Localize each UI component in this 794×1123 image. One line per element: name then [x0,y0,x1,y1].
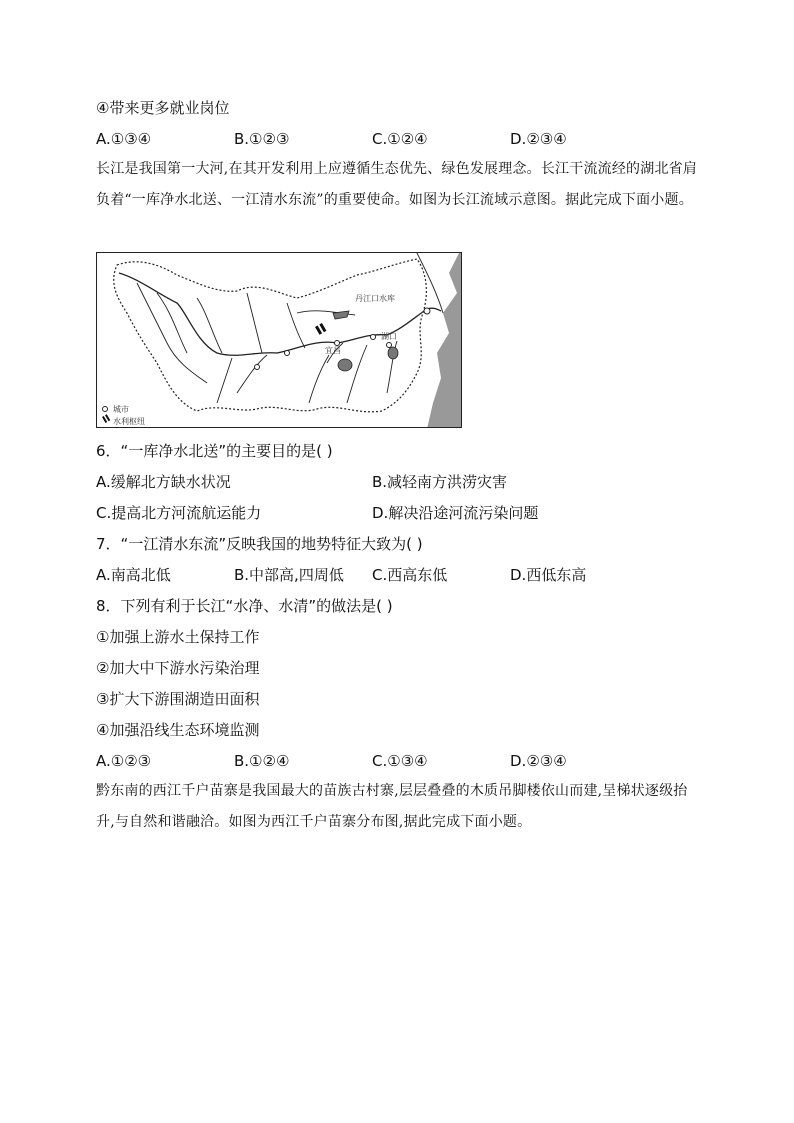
reservoir-label: 丹江口水库 [355,294,395,303]
city-label-yichang: 宜昌 [325,346,341,355]
q8-stem: 8．下列有利于长江“水净、水清”的做法是( ) [96,597,393,615]
q5-item-4: ④带来更多就业岗位 [96,99,230,117]
dongting-lake [338,359,352,371]
city-icon [424,308,430,314]
legend-dam-icon [102,414,110,423]
basin-boundary [114,259,427,412]
q6-option-a: A.缓解北方缺水状况 [96,473,231,491]
q7-option-b: B.中部高,四周低 [234,566,344,584]
q6-option-c: C.提高北方河流航运能力 [96,504,262,522]
q5-option-d: D.②③④ [510,130,567,148]
q7-stem: 7．“一江清水东流”反映我国的地势特征大致为( ) [96,535,423,553]
q7-option-d: D.西低东高 [510,566,587,584]
city-icon [387,343,392,348]
q8-item-4: ④加强沿线生态环境监测 [96,721,260,739]
q6-stem: 6．“一库净水北送”的主要目的是( ) [96,442,333,460]
sea-area [427,253,462,428]
q6-option-b: B.减轻南方洪涝灾害 [372,473,508,491]
q8-item-2: ②加大中下游水污染治理 [96,659,260,677]
poyang-lake [388,347,398,359]
city-icon [285,351,290,356]
legend-city-icon [103,407,108,412]
q7-option-c: C.西高东低 [372,566,448,584]
legend-city-label: 城市 [113,405,129,414]
yangtze-basin-map [96,252,462,428]
city-icon [255,365,260,370]
passage-miao-village: 黔东南的西江千户苗寨是我国最大的苗族古村寨,层层叠叠的木质吊脚楼依山而建,呈梯状逐级抬升,与自然和谐融洽。如图为西江千户苗寨分布图,据此完成下面小题。 [96,783,688,830]
q6-option-d: D.解决沿途河流污染问题 [372,504,539,522]
q8-option-b: B.①②④ [234,752,290,770]
q8-item-3: ③扩大下游围湖造田面积 [96,690,260,708]
q5-option-c: C.①②④ [372,130,428,148]
dam-icon [315,323,326,335]
q8-option-c: C.①③④ [372,752,428,770]
q8-option-a: A.①②③ [96,752,152,770]
q8-item-1: ①加强上游水土保持工作 [96,628,260,646]
city-icon [371,335,376,340]
city-label-hukou: 湖口 [381,332,397,341]
passage-yangtze: 长江是我国第一大河,在其开发利用上应遵循生态优先、绿色发展理念。长江干流流经的湖北省肩负着“一库净水北送、一江清水东流”的重要使命。如图为长江流域示意图。据此完成下面小题。 [96,161,698,208]
legend-dam-label: 水利枢纽 [113,417,145,426]
city-icon [335,341,340,346]
q5-option-b: B.①②③ [234,130,290,148]
q7-option-a: A.南高北低 [96,566,171,584]
q5-option-a: A.①③④ [96,130,152,148]
q8-option-d: D.②③④ [510,752,567,770]
